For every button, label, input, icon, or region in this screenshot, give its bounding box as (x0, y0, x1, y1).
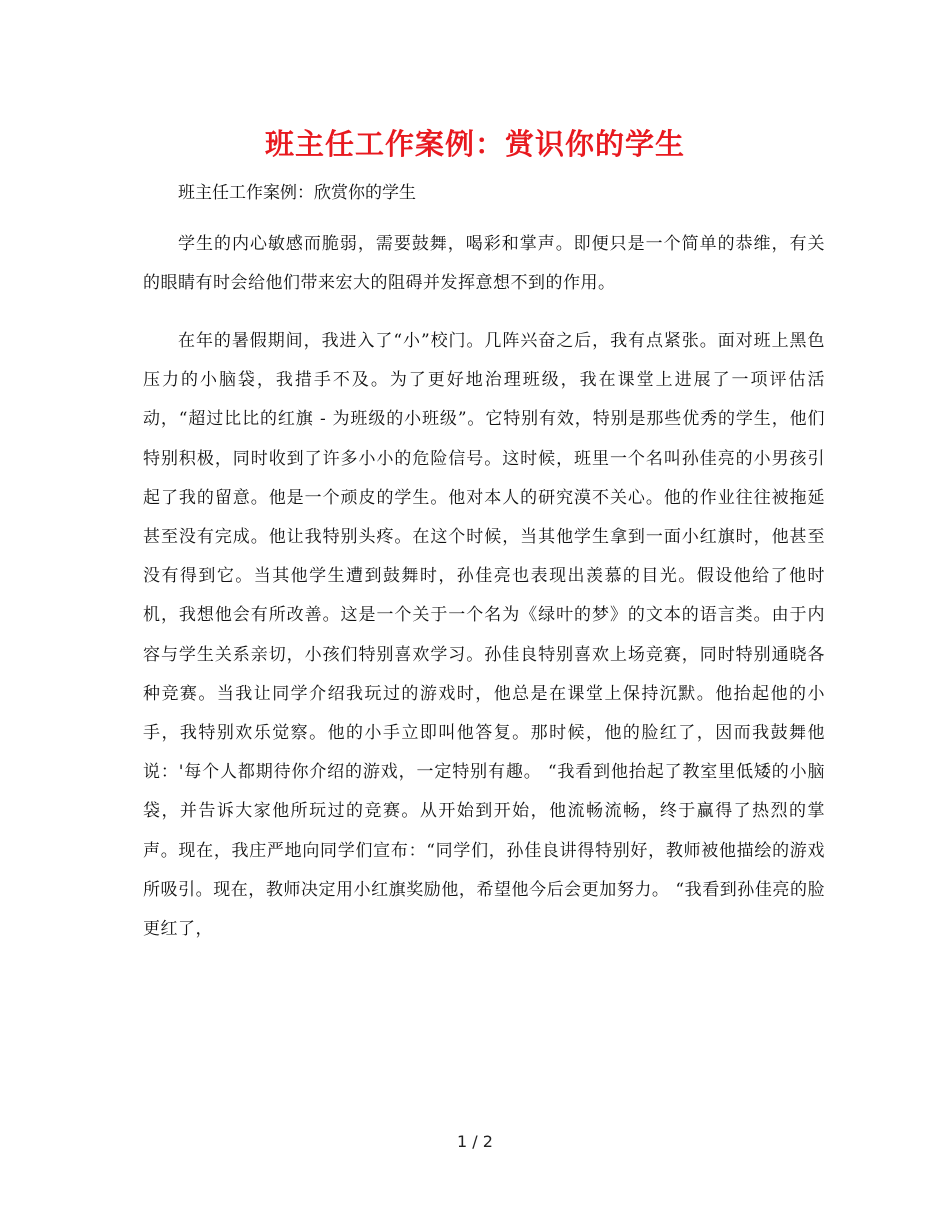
document-title: 班主任工作案例：赏识你的学生 (264, 127, 685, 161)
document-subtitle: 班主任工作案例：欣赏你的学生 (178, 183, 416, 203)
paragraph-intro: 学生的内心敏感而脆弱，需要鼓舞，喝彩和掌声。即便只是一个简单的恭维，有关的眼睛有时会给他们带来宏大的阻碍并发挥意想不到的作用。 (143, 234, 825, 294)
paragraph-story: 在年的暑假期间，我进入了“小”校门。几阵兴奋之后，我有点紧张。面对班上黑色压力的小脑袋，我措手不及。为了更好地治理班级，我在课堂上进展了一项评估活动，“超过比比的红旗 - 为班级的小班级”。它特别有效，特别是那些优秀的学生，他们特别积极，同时收到了许多小小的危险信号。这时候，班里一个名叫孙佳亮的小男孩引起了我的留意。他是一个顽皮的学生。他对本人的研究漠不关心。他的作业往往被拖延甚至没有完成。他让我特别头疼。在这个时候，当其他学生拿到一面小红旗时，他甚至没有得到它。当其他学生遭到鼓舞时，孙佳亮也表现出羡慕的目光。假设他给了他时机，我想他会有所改善。这是一个关于一个名为《绿叶的梦》的文本的语言类。由于内容与学生关系亲切，小孩们特别喜欢学习。孙佳良特别喜欢上场竞赛，同时特别通晓各种竞赛。当我让同学介绍我玩过的游戏时，他总是在课堂上保持沉默。他抬起他的小手，我特别欢乐觉察。他的小手立即叫他答复。那时候，他的脸红了，因而我鼓舞他说：'每个人都期待你介绍的游戏，一定特别有趣。 “我看到他抬起了教室里低矮的小脑袋，并告诉大家他所玩过的竞赛。从开始到开始，他流畅流畅，终于赢得了热烈的掌声。现在，我庄严地向同学们宣布：“同学们，孙佳良讲得特别好，教师被他描绘的游戏所吸引。现在，教师决定用小红旗奖励他，希望他今后会更加努力。 “我看到孙佳亮的脸更红了， (143, 331, 825, 940)
page-number: 1 / 2 (457, 1132, 493, 1151)
